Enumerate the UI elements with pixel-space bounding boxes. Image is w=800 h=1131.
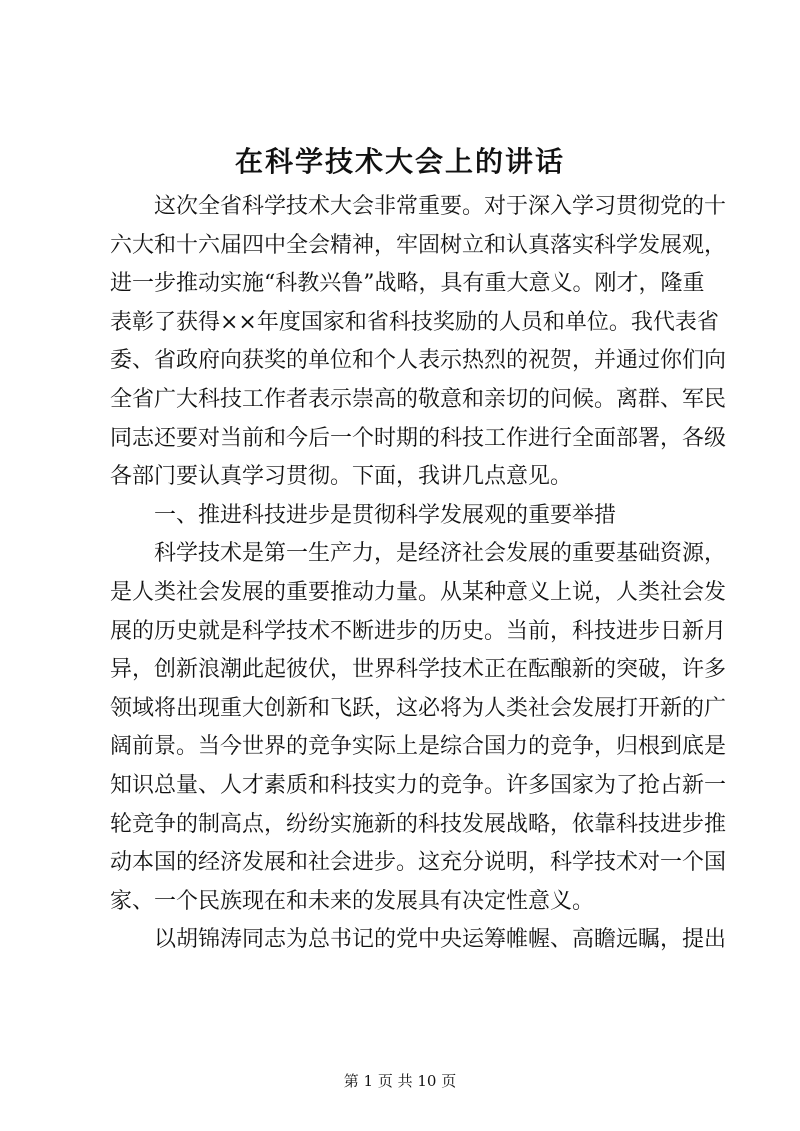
text-line: 动本国的经济发展和社会进步。这充分说明，科学技术对一个国 xyxy=(110,850,727,876)
text-line: 全省广大科技工作者表示崇高的敬意和亲切的问候。离群、军民 xyxy=(110,386,727,412)
text-line: 这次全省科学技术大会非常重要。对于深入学习贯彻党的十 xyxy=(154,194,727,219)
text-line: 同志还要对当前和今后一个时期的科技工作进行全面部署，各级 xyxy=(110,425,727,451)
text-line: 知识总量、人才素质和科技实力的竞争。许多国家为了抢占新一 xyxy=(110,772,727,798)
text-line: 异，创新浪潮此起彼伏，世界科学技术正在酝酿新的突破，许多 xyxy=(110,657,727,683)
text-line: 表彰了获得××年度国家和省科技奖励的人员和单位。我代表省 xyxy=(110,309,719,335)
page-footer: 第 1 页 共 10 页 xyxy=(343,1072,457,1090)
text-line: 阔前景。当今世界的竞争实际上是综合国力的竞争，归根到底是 xyxy=(110,734,727,760)
text-line: 是人类社会发展的重要推动力量。从某种意义上说，人类社会发 xyxy=(110,579,727,605)
text-line: 轮竞争的制高点，纷纷实施新的科技发展战略，依靠科技进步推 xyxy=(110,811,727,837)
text-line: 进一步推动实施“科教兴鲁”战略，具有重大意义。刚才，隆重 xyxy=(110,271,705,297)
text-line: 展的历史就是科学技术不断进步的历史。当前，科技进步日新月 xyxy=(110,618,727,644)
text-line: 领域将出现重大创新和飞跃，这必将为人类社会发展打开新的广 xyxy=(110,695,727,721)
text-line: 委、省政府向获奖的单位和个人表示热烈的祝贺，并通过你们向 xyxy=(110,348,727,374)
text-line: 六大和十六届四中全会精神，牢固树立和认真落实科学发展观， xyxy=(110,232,727,258)
text-line: 各部门要认真学习贯彻。下面，我讲几点意见。 xyxy=(110,464,573,490)
section-heading: 一、推进科技进步是贯彻科学发展观的重要举措 xyxy=(154,502,617,528)
text-line: 以胡锦涛同志为总书记的党中央运筹帷幄、高瞻远瞩，提出 xyxy=(154,927,727,953)
text-line: 家、一个民族现在和未来的发展具有决定性意义。 xyxy=(110,888,595,914)
document-title: 在科学技术大会上的讲话 xyxy=(234,145,565,178)
text-line: 科学技术是第一生产力，是经济社会发展的重要基础资源， xyxy=(154,541,727,567)
document-body xyxy=(110,188,727,960)
